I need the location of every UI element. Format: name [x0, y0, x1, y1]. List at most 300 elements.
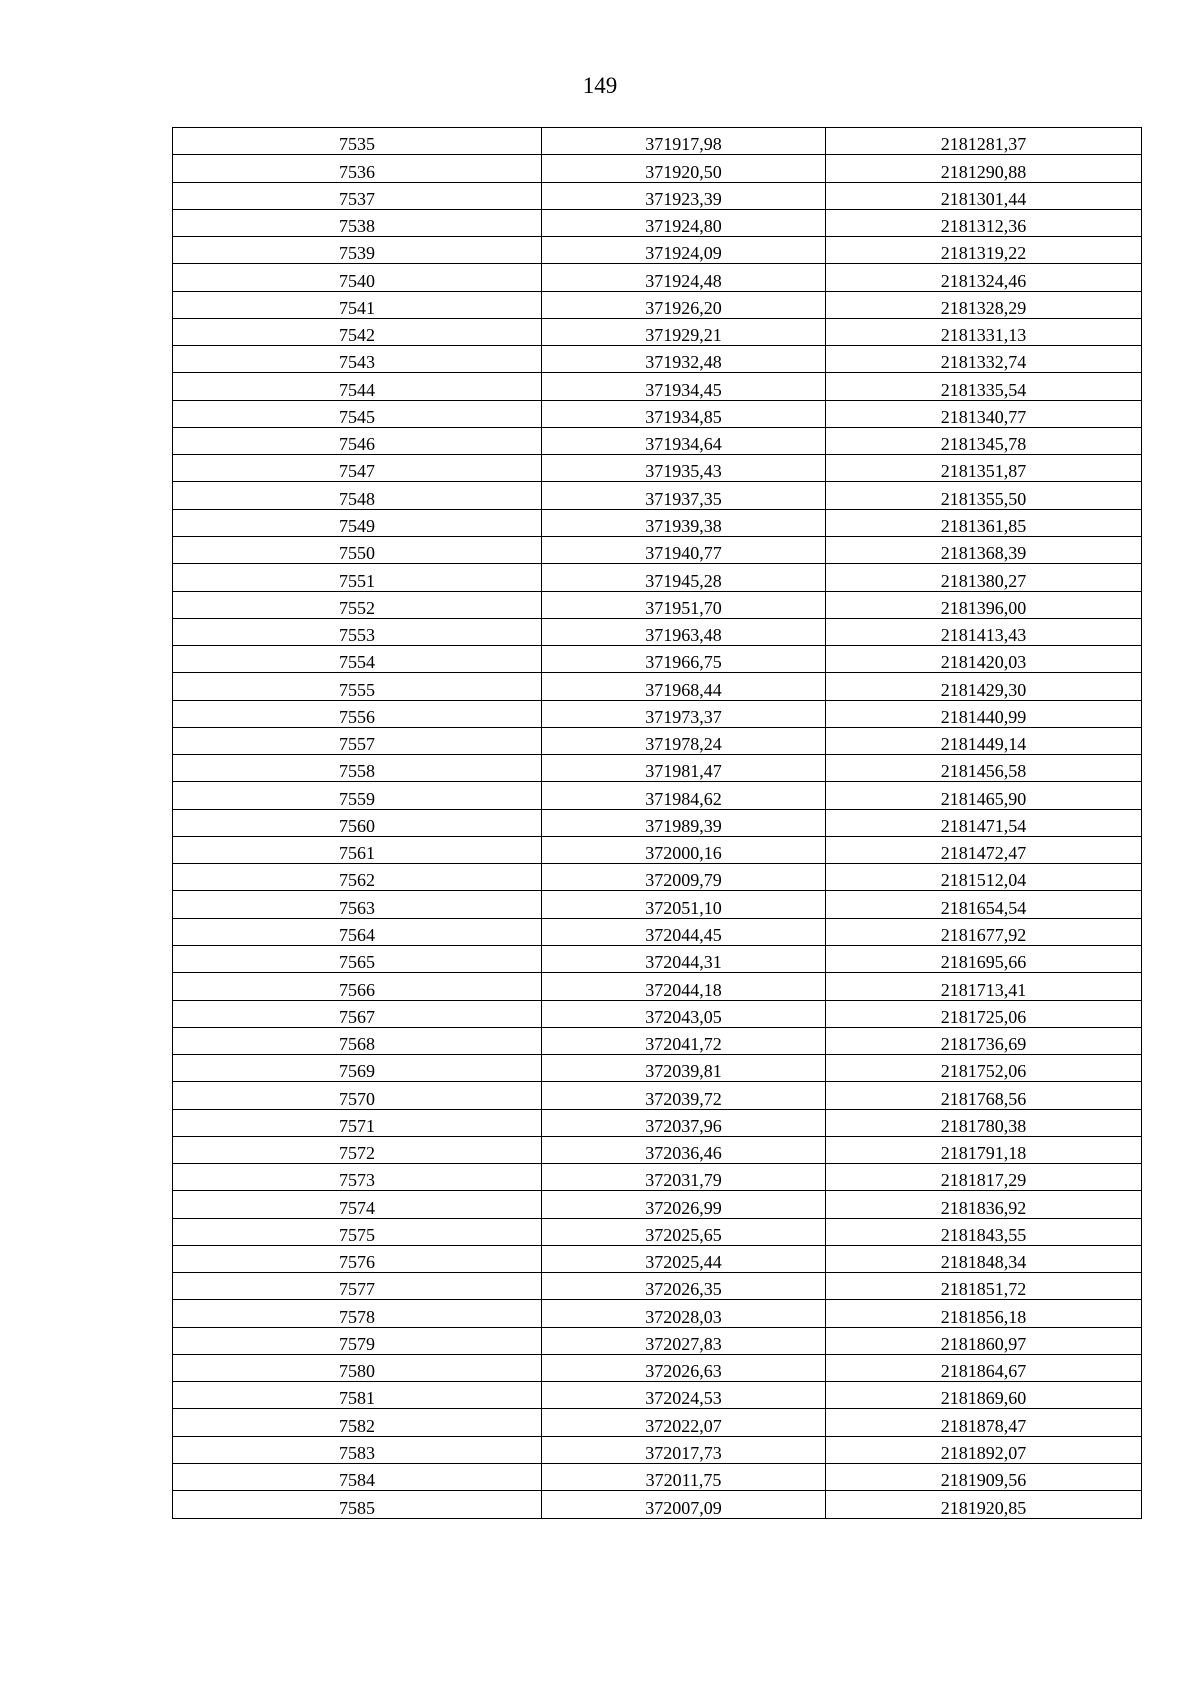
- x-coordinate-cell: [542, 864, 826, 891]
- table-row: [173, 673, 1142, 700]
- table-row: [173, 1082, 1142, 1109]
- x-coordinate-cell: [542, 1027, 826, 1054]
- point-number-value: 7563: [339, 897, 375, 918]
- point-number-value: 7551: [339, 570, 375, 591]
- point-number-value: 7576: [339, 1252, 375, 1273]
- y-coordinate-cell: [826, 973, 1142, 1000]
- table-row: [173, 1300, 1142, 1327]
- x-coordinate-cell: [542, 1136, 826, 1163]
- y-coordinate-value: 2181654,54: [940, 897, 1027, 918]
- point-number-value: 7569: [339, 1061, 375, 1082]
- x-coordinate-value: 372043,05: [645, 1006, 722, 1027]
- point-number-value: 7582: [339, 1415, 375, 1436]
- table-row: [173, 564, 1142, 591]
- y-coordinate-value: 2181848,34: [940, 1252, 1027, 1273]
- y-coordinate-value: 2181340,77: [940, 406, 1027, 427]
- x-coordinate-cell: [542, 673, 826, 700]
- x-coordinate-value: 372011,75: [645, 1470, 722, 1491]
- point-number-value: 7535: [339, 134, 375, 155]
- y-coordinate-cell: [826, 237, 1142, 264]
- y-coordinate-cell: [826, 209, 1142, 236]
- x-coordinate-cell: [542, 618, 826, 645]
- y-coordinate-cell: [826, 1136, 1142, 1163]
- y-coordinate-value: 2181368,39: [940, 543, 1027, 564]
- x-coordinate-value: 371932,48: [645, 352, 722, 373]
- x-coordinate-value: 372026,63: [645, 1361, 722, 1382]
- table-row: [173, 782, 1142, 809]
- y-coordinate-cell: [826, 1191, 1142, 1218]
- y-coordinate-value: 2181319,22: [940, 243, 1027, 264]
- y-coordinate-value: 2181512,04: [940, 870, 1027, 891]
- y-coordinate-value: 2181909,56: [940, 1470, 1027, 1491]
- x-coordinate-cell: [542, 1109, 826, 1136]
- point-number-cell: [173, 237, 542, 264]
- table-row: [173, 1464, 1142, 1491]
- x-coordinate-value: 372009,79: [645, 870, 722, 891]
- point-number-cell: [173, 809, 542, 836]
- table-row: [173, 1109, 1142, 1136]
- y-coordinate-cell: [826, 918, 1142, 945]
- y-coordinate-cell: [826, 755, 1142, 782]
- point-number-cell: [173, 1000, 542, 1027]
- y-coordinate-cell: [826, 1409, 1142, 1436]
- table-row: [173, 891, 1142, 918]
- table-row: [173, 1191, 1142, 1218]
- y-coordinate-value: 2181791,18: [940, 1143, 1027, 1164]
- x-coordinate-value: 371963,48: [645, 625, 722, 646]
- point-number-cell: [173, 482, 542, 509]
- table-row: [173, 1027, 1142, 1054]
- point-number-value: 7581: [339, 1388, 375, 1409]
- x-coordinate-value: 371989,39: [645, 815, 722, 836]
- point-number-cell: [173, 973, 542, 1000]
- point-number-cell: [173, 128, 542, 155]
- x-coordinate-value: 371929,21: [645, 325, 722, 346]
- x-coordinate-cell: [542, 700, 826, 727]
- y-coordinate-cell: [826, 1245, 1142, 1272]
- table-row: [173, 318, 1142, 345]
- point-number-value: 7573: [339, 1170, 375, 1191]
- y-coordinate-cell: [826, 591, 1142, 618]
- x-coordinate-value: 372039,72: [645, 1088, 722, 1109]
- x-coordinate-value: 371973,37: [645, 706, 722, 727]
- x-coordinate-cell: [542, 264, 826, 291]
- point-number-cell: [173, 700, 542, 727]
- point-number-cell: [173, 1245, 542, 1272]
- y-coordinate-cell: [826, 1491, 1142, 1518]
- point-number-cell: [173, 945, 542, 972]
- x-coordinate-cell: [542, 1191, 826, 1218]
- x-coordinate-cell: [542, 1164, 826, 1191]
- point-number-value: 7539: [339, 243, 375, 264]
- table-row: [173, 646, 1142, 673]
- y-coordinate-cell: [826, 1027, 1142, 1054]
- x-coordinate-cell: [542, 564, 826, 591]
- table-row: [173, 973, 1142, 1000]
- table-row: [173, 1055, 1142, 1082]
- x-coordinate-value: 372026,99: [645, 1197, 722, 1218]
- y-coordinate-value: 2181332,74: [940, 352, 1027, 373]
- y-coordinate-cell: [826, 373, 1142, 400]
- y-coordinate-value: 2181860,97: [940, 1333, 1027, 1354]
- y-coordinate-cell: [826, 155, 1142, 182]
- y-coordinate-value: 2181736,69: [940, 1034, 1027, 1055]
- x-coordinate-value: 372007,09: [645, 1497, 722, 1518]
- y-coordinate-value: 2181677,92: [940, 924, 1027, 945]
- point-number-cell: [173, 918, 542, 945]
- table-row: [173, 727, 1142, 754]
- x-coordinate-value: 371945,28: [645, 570, 722, 591]
- y-coordinate-value: 2181312,36: [940, 216, 1027, 237]
- y-coordinate-value: 2181843,55: [940, 1224, 1027, 1245]
- point-number-value: 7558: [339, 761, 375, 782]
- point-number-value: 7544: [339, 379, 375, 400]
- x-coordinate-value: 372025,44: [645, 1252, 722, 1273]
- point-number-cell: [173, 1273, 542, 1300]
- coordinates-table: [172, 127, 1142, 1519]
- x-coordinate-cell: [542, 945, 826, 972]
- y-coordinate-value: 2181429,30: [940, 679, 1027, 700]
- x-coordinate-value: 371934,85: [645, 406, 722, 427]
- x-coordinate-value: 371966,75: [645, 652, 722, 673]
- table-row: [173, 918, 1142, 945]
- y-coordinate-cell: [826, 1273, 1142, 1300]
- x-coordinate-value: 371934,45: [645, 379, 722, 400]
- point-number-value: 7553: [339, 625, 375, 646]
- point-number-value: 7552: [339, 597, 375, 618]
- x-coordinate-cell: [542, 1055, 826, 1082]
- point-number-value: 7559: [339, 788, 375, 809]
- y-coordinate-value: 2181361,85: [940, 515, 1027, 536]
- table-row: [173, 809, 1142, 836]
- y-coordinate-value: 2181456,58: [940, 761, 1027, 782]
- point-number-value: 7578: [339, 1306, 375, 1327]
- point-number-cell: [173, 1218, 542, 1245]
- x-coordinate-value: 372026,35: [645, 1279, 722, 1300]
- table-row: [173, 1164, 1142, 1191]
- y-coordinate-cell: [826, 400, 1142, 427]
- y-coordinate-cell: [826, 700, 1142, 727]
- point-number-value: 7564: [339, 924, 375, 945]
- point-number-cell: [173, 755, 542, 782]
- x-coordinate-cell: [542, 182, 826, 209]
- y-coordinate-value: 2181851,72: [940, 1279, 1027, 1300]
- x-coordinate-cell: [542, 1000, 826, 1027]
- table-row: [173, 864, 1142, 891]
- point-number-cell: [173, 509, 542, 536]
- y-coordinate-value: 2181465,90: [940, 788, 1027, 809]
- y-coordinate-value: 2181449,14: [940, 734, 1027, 755]
- y-coordinate-value: 2181836,92: [940, 1197, 1027, 1218]
- x-coordinate-cell: [542, 646, 826, 673]
- x-coordinate-value: 371939,38: [645, 515, 722, 536]
- x-coordinate-value: 372024,53: [645, 1388, 722, 1409]
- table-row: [173, 700, 1142, 727]
- y-coordinate-cell: [826, 346, 1142, 373]
- y-coordinate-cell: [826, 318, 1142, 345]
- point-number-value: 7541: [339, 297, 375, 318]
- page-number: 149: [582, 73, 618, 98]
- point-number-cell: [173, 264, 542, 291]
- point-number-cell: [173, 1136, 542, 1163]
- point-number-cell: [173, 1027, 542, 1054]
- y-coordinate-cell: [826, 1109, 1142, 1136]
- point-number-cell: [173, 1109, 542, 1136]
- point-number-cell: [173, 373, 542, 400]
- table-row: [173, 1409, 1142, 1436]
- y-coordinate-cell: [826, 264, 1142, 291]
- x-coordinate-value: 371923,39: [645, 188, 722, 209]
- table-row: [173, 1000, 1142, 1027]
- x-coordinate-cell: [542, 755, 826, 782]
- table-row: [173, 536, 1142, 563]
- table-row: [173, 1245, 1142, 1272]
- y-coordinate-cell: [826, 1327, 1142, 1354]
- point-number-cell: [173, 836, 542, 863]
- x-coordinate-cell: [542, 482, 826, 509]
- y-coordinate-value: 2181328,29: [940, 297, 1027, 318]
- point-number-value: 7545: [339, 406, 375, 427]
- point-number-cell: [173, 209, 542, 236]
- table-row: [173, 182, 1142, 209]
- point-number-value: 7570: [339, 1088, 375, 1109]
- x-coordinate-cell: [542, 809, 826, 836]
- x-coordinate-value: 371984,62: [645, 788, 722, 809]
- x-coordinate-cell: [542, 1327, 826, 1354]
- y-coordinate-cell: [826, 427, 1142, 454]
- y-coordinate-value: 2181413,43: [940, 625, 1027, 646]
- point-number-value: 7561: [339, 843, 375, 864]
- y-coordinate-value: 2181345,78: [940, 434, 1027, 455]
- x-coordinate-value: 372017,73: [645, 1443, 722, 1464]
- point-number-cell: [173, 1354, 542, 1381]
- table-row: [173, 1218, 1142, 1245]
- y-coordinate-cell: [826, 618, 1142, 645]
- point-number-value: 7571: [339, 1115, 375, 1136]
- x-coordinate-value: 372044,18: [645, 979, 722, 1000]
- x-coordinate-value: 371981,47: [645, 761, 722, 782]
- y-coordinate-cell: [826, 1082, 1142, 1109]
- point-number-cell: [173, 536, 542, 563]
- point-number-value: 7542: [339, 325, 375, 346]
- x-coordinate-value: 371920,50: [645, 161, 722, 182]
- point-number-value: 7556: [339, 706, 375, 727]
- y-coordinate-cell: [826, 455, 1142, 482]
- x-coordinate-value: 371924,48: [645, 270, 722, 291]
- point-number-cell: [173, 1191, 542, 1218]
- table-row: [173, 128, 1142, 155]
- point-number-value: 7575: [339, 1224, 375, 1245]
- x-coordinate-cell: [542, 346, 826, 373]
- y-coordinate-value: 2181856,18: [940, 1306, 1027, 1327]
- y-coordinate-value: 2181752,06: [940, 1061, 1027, 1082]
- point-number-cell: [173, 155, 542, 182]
- point-number-cell: [173, 346, 542, 373]
- x-coordinate-value: 371937,35: [645, 488, 722, 509]
- y-coordinate-cell: [826, 646, 1142, 673]
- y-coordinate-value: 2181920,85: [940, 1497, 1027, 1518]
- y-coordinate-value: 2181892,07: [940, 1443, 1027, 1464]
- x-coordinate-cell: [542, 318, 826, 345]
- x-coordinate-cell: [542, 155, 826, 182]
- y-coordinate-value: 2181290,88: [940, 161, 1027, 182]
- y-coordinate-value: 2181324,46: [940, 270, 1027, 291]
- x-coordinate-cell: [542, 128, 826, 155]
- point-number-cell: [173, 1055, 542, 1082]
- point-number-value: 7567: [339, 1006, 375, 1027]
- point-number-value: 7560: [339, 815, 375, 836]
- point-number-value: 7536: [339, 161, 375, 182]
- x-coordinate-cell: [542, 836, 826, 863]
- x-coordinate-cell: [542, 1491, 826, 1518]
- point-number-value: 7543: [339, 352, 375, 373]
- y-coordinate-value: 2181878,47: [940, 1415, 1027, 1436]
- y-coordinate-cell: [826, 1000, 1142, 1027]
- x-coordinate-value: 371935,43: [645, 461, 722, 482]
- point-number-value: 7583: [339, 1443, 375, 1464]
- x-coordinate-value: 371917,98: [645, 134, 722, 155]
- y-coordinate-value: 2181768,56: [940, 1088, 1027, 1109]
- x-coordinate-cell: [542, 727, 826, 754]
- point-number-cell: [173, 1164, 542, 1191]
- y-coordinate-value: 2181725,06: [940, 1006, 1027, 1027]
- point-number-cell: [173, 727, 542, 754]
- point-number-value: 7540: [339, 270, 375, 291]
- y-coordinate-value: 2181351,87: [940, 461, 1027, 482]
- table-row: [173, 400, 1142, 427]
- y-coordinate-cell: [826, 782, 1142, 809]
- y-coordinate-value: 2181817,29: [940, 1170, 1027, 1191]
- x-coordinate-value: 372037,96: [645, 1115, 722, 1136]
- point-number-cell: [173, 400, 542, 427]
- point-number-cell: [173, 673, 542, 700]
- y-coordinate-cell: [826, 509, 1142, 536]
- point-number-cell: [173, 182, 542, 209]
- x-coordinate-cell: [542, 1218, 826, 1245]
- point-number-cell: [173, 1491, 542, 1518]
- table-row: [173, 836, 1142, 863]
- table-row: [173, 1136, 1142, 1163]
- y-coordinate-value: 2181281,37: [940, 134, 1027, 155]
- point-number-value: 7572: [339, 1143, 375, 1164]
- table-row: [173, 1354, 1142, 1381]
- y-coordinate-value: 2181420,03: [940, 652, 1027, 673]
- x-coordinate-value: 372044,45: [645, 924, 722, 945]
- y-coordinate-value: 2181440,99: [940, 706, 1027, 727]
- y-coordinate-cell: [826, 1300, 1142, 1327]
- table-row: [173, 155, 1142, 182]
- point-number-value: 7555: [339, 679, 375, 700]
- y-coordinate-cell: [826, 673, 1142, 700]
- x-coordinate-value: 372025,65: [645, 1224, 722, 1245]
- y-coordinate-cell: [826, 809, 1142, 836]
- y-coordinate-cell: [826, 1354, 1142, 1381]
- x-coordinate-cell: [542, 1273, 826, 1300]
- x-coordinate-cell: [542, 1382, 826, 1409]
- point-number-cell: [173, 1382, 542, 1409]
- x-coordinate-value: 372028,03: [645, 1306, 722, 1327]
- table-row: [173, 1327, 1142, 1354]
- point-number-cell: [173, 455, 542, 482]
- table-row: [173, 1491, 1142, 1518]
- x-coordinate-cell: [542, 1354, 826, 1381]
- y-coordinate-value: 2181335,54: [940, 379, 1027, 400]
- point-number-cell: [173, 618, 542, 645]
- point-number-value: 7537: [339, 188, 375, 209]
- table-row: [173, 264, 1142, 291]
- y-coordinate-cell: [826, 536, 1142, 563]
- x-coordinate-cell: [542, 1300, 826, 1327]
- x-coordinate-cell: [542, 1082, 826, 1109]
- x-coordinate-cell: [542, 455, 826, 482]
- y-coordinate-value: 2181471,54: [940, 815, 1027, 836]
- table-row: [173, 1382, 1142, 1409]
- point-number-cell: [173, 1327, 542, 1354]
- point-number-cell: [173, 782, 542, 809]
- y-coordinate-value: 2181472,47: [940, 843, 1027, 864]
- x-coordinate-value: 372036,46: [645, 1143, 722, 1164]
- coordinates-table-body: [173, 128, 1142, 1519]
- x-coordinate-value: 372039,81: [645, 1061, 722, 1082]
- x-coordinate-value: 372022,07: [645, 1415, 722, 1436]
- x-coordinate-value: 371924,09: [645, 243, 722, 264]
- table-row: [173, 1436, 1142, 1463]
- table-row: [173, 291, 1142, 318]
- point-number-value: 7538: [339, 216, 375, 237]
- y-coordinate-value: 2181331,13: [940, 325, 1027, 346]
- x-coordinate-value: 371926,20: [645, 297, 722, 318]
- table-row: [173, 209, 1142, 236]
- table-row: [173, 509, 1142, 536]
- point-number-cell: [173, 864, 542, 891]
- point-number-cell: [173, 891, 542, 918]
- x-coordinate-cell: [542, 1464, 826, 1491]
- x-coordinate-cell: [542, 400, 826, 427]
- point-number-value: 7565: [339, 952, 375, 973]
- y-coordinate-cell: [826, 482, 1142, 509]
- point-number-value: 7549: [339, 515, 375, 536]
- point-number-cell: [173, 564, 542, 591]
- table-row: [173, 346, 1142, 373]
- table-row: [173, 237, 1142, 264]
- y-coordinate-cell: [826, 128, 1142, 155]
- y-coordinate-value: 2181380,27: [940, 570, 1027, 591]
- point-number-value: 7585: [339, 1497, 375, 1518]
- point-number-value: 7557: [339, 734, 375, 755]
- table-row: [173, 455, 1142, 482]
- point-number-value: 7574: [339, 1197, 375, 1218]
- y-coordinate-value: 2181713,41: [940, 979, 1027, 1000]
- x-coordinate-cell: [542, 1436, 826, 1463]
- point-number-value: 7550: [339, 543, 375, 564]
- x-coordinate-value: 371940,77: [645, 543, 722, 564]
- table-row: [173, 1273, 1142, 1300]
- x-coordinate-cell: [542, 891, 826, 918]
- point-number-value: 7548: [339, 488, 375, 509]
- point-number-cell: [173, 1082, 542, 1109]
- y-coordinate-value: 2181869,60: [940, 1388, 1027, 1409]
- table-row: [173, 945, 1142, 972]
- point-number-value: 7579: [339, 1333, 375, 1354]
- point-number-cell: [173, 1409, 542, 1436]
- x-coordinate-value: 371924,80: [645, 216, 722, 237]
- y-coordinate-cell: [826, 1055, 1142, 1082]
- y-coordinate-cell: [826, 727, 1142, 754]
- x-coordinate-cell: [542, 973, 826, 1000]
- point-number-cell: [173, 1436, 542, 1463]
- x-coordinate-cell: [542, 782, 826, 809]
- x-coordinate-value: 372000,16: [645, 843, 722, 864]
